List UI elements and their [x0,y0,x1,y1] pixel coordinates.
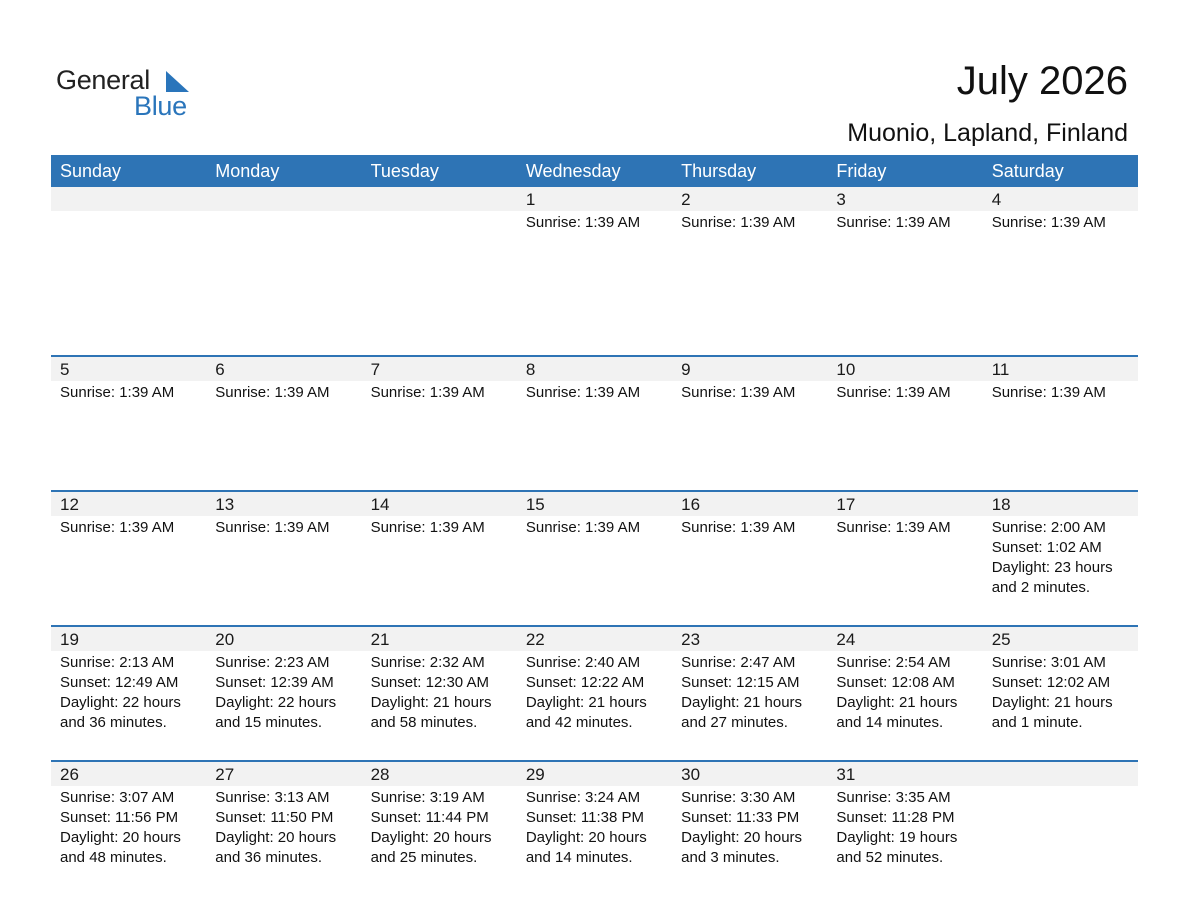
day-cell [517,492,672,625]
day-number: 5 [51,357,206,381]
weekday-monday: Monday [215,161,280,181]
day-cell [672,492,827,625]
sun-info-line: Sunrise: 1:39 AM [991,384,1106,401]
sun-info-line: Sunrise: 2:32 AM [370,654,485,671]
sun-info-line: Sunrise: 2:13 AM [60,654,175,671]
day-cell [362,627,517,760]
day-number: 9 [672,357,827,381]
week-row [51,625,1138,760]
day-cell [362,357,517,490]
logo [56,64,216,120]
day-cell [827,627,982,760]
sun-info [517,211,672,233]
sun-info-line: Sunrise: 2:47 AM [681,654,796,671]
sun-info-line: Sunrise: 3:13 AM [215,789,330,806]
day-number: 7 [362,357,517,381]
sun-info-line: Daylight: 22 hours [60,694,181,711]
sun-info-line: Daylight: 21 hours [991,694,1113,711]
day-cell [206,627,361,760]
sun-info-line: Sunrise: 3:35 AM [836,789,951,806]
sun-info [517,651,672,733]
sun-info-line: Sunset: 12:02 AM [991,674,1111,691]
sun-info-line: Sunset: 12:15 AM [681,674,800,691]
week-row [51,490,1138,625]
day-number: 18 [983,492,1138,516]
sun-info [51,786,206,868]
sun-info-line: Sunrise: 1:39 AM [681,519,796,536]
day-number: 16 [672,492,827,516]
sun-info-line: Sunrise: 3:24 AM [525,789,641,806]
day-number: 3 [827,187,982,211]
day-cell [827,762,982,895]
day-cell [983,187,1138,355]
day-cell [827,187,982,355]
day-number [51,187,206,211]
day-cell [206,357,361,490]
sun-info-line: Sunrise: 2:23 AM [215,654,330,671]
day-number: 25 [983,627,1138,651]
day-cell [51,357,206,490]
day-number [206,187,361,211]
weekday-tuesday: Tuesday [370,161,439,181]
sun-info-line: Sunset: 12:49 AM [60,674,179,691]
sun-info-line: Daylight: 20 hours [370,829,492,846]
weekday-sunday: Sunday [60,161,122,181]
sun-info-line: Daylight: 20 hours [215,829,337,846]
day-cell [672,627,827,760]
sun-info-line: Sunset: 12:39 AM [215,674,334,691]
sun-info-line: Sunrise: 3:01 AM [991,654,1106,671]
sun-info-line: Daylight: 23 hours [991,559,1113,576]
sun-info-line: Sunset: 12:30 AM [370,674,489,691]
sun-info-line: and 14 minutes. [525,849,633,866]
sun-info [51,651,206,733]
day-number: 2 [672,187,827,211]
sun-info [983,381,1138,403]
sun-info [362,516,517,538]
sun-info [517,381,672,403]
sun-info-line: Sunrise: 1:39 AM [215,519,330,536]
sun-info [983,651,1138,733]
empty-day-cell [362,187,517,355]
sun-info [827,381,982,403]
sun-info [827,786,982,868]
sun-info-line: Daylight: 19 hours [836,829,958,846]
sun-info [362,651,517,733]
location-subtitle: Muonio, Lapland, Finland [847,119,1128,147]
sun-info-line: and 15 minutes. [215,714,323,731]
sun-info-line: Sunrise: 1:39 AM [370,384,485,401]
sun-info-line: and 25 minutes. [370,849,478,866]
sun-info-line: Daylight: 21 hours [370,694,492,711]
sun-info-line: Sunrise: 1:39 AM [525,214,641,231]
weekday-wednesday: Wednesday [525,161,621,181]
day-number: 19 [51,627,206,651]
weekday-thursday: Thursday [681,161,757,181]
sun-info [827,516,982,538]
day-cell [51,492,206,625]
sun-info-line: Sunrise: 1:39 AM [60,519,175,536]
day-number: 13 [206,492,361,516]
day-number: 30 [672,762,827,786]
empty-day-cell [51,187,206,355]
day-cell [51,627,206,760]
day-number [983,762,1138,786]
calendar-grid [51,155,1138,895]
sun-info-line: Sunrise: 2:00 AM [991,519,1106,536]
sun-info [672,211,827,233]
sun-info-line: Sunrise: 2:54 AM [836,654,951,671]
sun-info-line: Sunrise: 1:39 AM [991,214,1106,231]
sun-info-line: Daylight: 21 hours [525,694,647,711]
sun-info [206,381,361,403]
sun-info [517,786,672,868]
logo-text-blue: Blue [134,91,187,121]
day-cell [517,762,672,895]
weekday-saturday: Saturday [991,161,1064,181]
day-number: 6 [206,357,361,381]
day-number: 28 [362,762,517,786]
day-cell [983,357,1138,490]
day-cell [51,762,206,895]
week-row [51,355,1138,490]
day-cell [672,357,827,490]
day-cell [362,762,517,895]
weekday-friday: Friday [836,161,887,181]
sun-info-line: and 42 minutes. [525,714,633,731]
day-cell [517,627,672,760]
logo-text-general: General [56,65,150,95]
sun-info-line: Sunrise: 1:39 AM [836,214,951,231]
sun-info [827,211,982,233]
empty-day-cell [206,187,361,355]
day-cell [517,187,672,355]
page-title: July 2026 [956,59,1128,103]
sun-info-line: Sunrise: 1:39 AM [681,384,796,401]
sun-info [206,651,361,733]
sun-info-line: and 1 minute. [991,714,1083,731]
day-cell [672,187,827,355]
sun-info [206,516,361,538]
weekday-header-row [51,155,1138,187]
sun-info-line: Daylight: 21 hours [836,694,958,711]
empty-day-cell [983,762,1138,895]
sun-info-line: and 52 minutes. [836,849,944,866]
sun-info-line: Sunrise: 1:39 AM [525,519,641,536]
sun-info-line: Sunrise: 1:39 AM [681,214,796,231]
sun-info-line: Sunrise: 1:39 AM [525,384,641,401]
sun-info-line: Sunset: 11:28 PM [836,809,955,826]
sun-info-line: and 36 minutes. [60,714,167,731]
weeks-container [51,187,1138,895]
day-number: 22 [517,627,672,651]
sun-info [206,786,361,868]
day-number: 17 [827,492,982,516]
sun-info-line: Sunrise: 1:39 AM [836,384,951,401]
day-number: 14 [362,492,517,516]
day-number: 4 [983,187,1138,211]
week-row [51,187,1138,355]
day-number [362,187,517,211]
sun-info-line: and 36 minutes. [215,849,323,866]
day-number: 29 [517,762,672,786]
day-number: 8 [517,357,672,381]
sun-info [362,381,517,403]
day-number: 12 [51,492,206,516]
day-cell [206,762,361,895]
day-cell [362,492,517,625]
sun-info [672,381,827,403]
day-cell [206,492,361,625]
day-number: 15 [517,492,672,516]
sun-info-line: Sunrise: 2:40 AM [525,654,641,671]
sun-info-line: Sunrise: 3:19 AM [370,789,485,806]
day-number: 26 [51,762,206,786]
day-cell [983,492,1138,625]
day-number: 21 [362,627,517,651]
sun-info [51,516,206,538]
sun-info-line: Sunset: 1:02 AM [991,539,1102,556]
sun-info-line: and 14 minutes. [836,714,944,731]
sun-info-line: Daylight: 20 hours [525,829,647,846]
day-number: 31 [827,762,982,786]
sun-info-line: and 48 minutes. [60,849,167,866]
sun-info [517,516,672,538]
sun-info-line: and 58 minutes. [370,714,478,731]
day-cell [672,762,827,895]
day-cell [827,492,982,625]
sun-info-line: and 2 minutes. [991,579,1091,596]
sun-info-line: Daylight: 20 hours [60,829,181,846]
day-cell [827,357,982,490]
sun-info-line: and 3 minutes. [681,849,780,866]
sun-info [51,381,206,403]
sun-info-line: Sunset: 11:33 PM [681,809,800,826]
sun-info-line: Sunrise: 3:07 AM [60,789,175,806]
sun-info [827,651,982,733]
day-number: 1 [517,187,672,211]
week-row [51,760,1138,895]
sun-info-line: Sunrise: 1:39 AM [215,384,330,401]
sun-info-line: Sunrise: 1:39 AM [60,384,175,401]
sun-info [983,516,1138,598]
day-number: 11 [983,357,1138,381]
day-cell [517,357,672,490]
sun-info-line: Sunset: 11:38 PM [525,809,644,826]
sun-info-line: Daylight: 20 hours [681,829,803,846]
sun-info [362,786,517,868]
sun-info-line: Sunset: 11:56 PM [60,809,179,826]
sun-info-line: Sunrise: 3:30 AM [681,789,796,806]
sun-info-line: Sunrise: 1:39 AM [836,519,951,536]
sun-info-line: and 27 minutes. [681,714,788,731]
sun-info-line: Sunset: 12:22 AM [525,674,645,691]
day-number: 23 [672,627,827,651]
sun-info-line: Sunset: 11:50 PM [215,809,334,826]
sun-info [672,786,827,868]
sun-info [983,211,1138,233]
day-cell [983,627,1138,760]
sun-info [672,516,827,538]
day-number: 20 [206,627,361,651]
sun-info-line: Daylight: 22 hours [215,694,337,711]
day-number: 27 [206,762,361,786]
sun-info [672,651,827,733]
day-number: 10 [827,357,982,381]
sun-info-line: Sunrise: 1:39 AM [370,519,485,536]
sun-info-line: Sunset: 12:08 AM [836,674,955,691]
day-number: 24 [827,627,982,651]
sun-info-line: Daylight: 21 hours [681,694,803,711]
sun-info-line: Sunset: 11:44 PM [370,809,489,826]
